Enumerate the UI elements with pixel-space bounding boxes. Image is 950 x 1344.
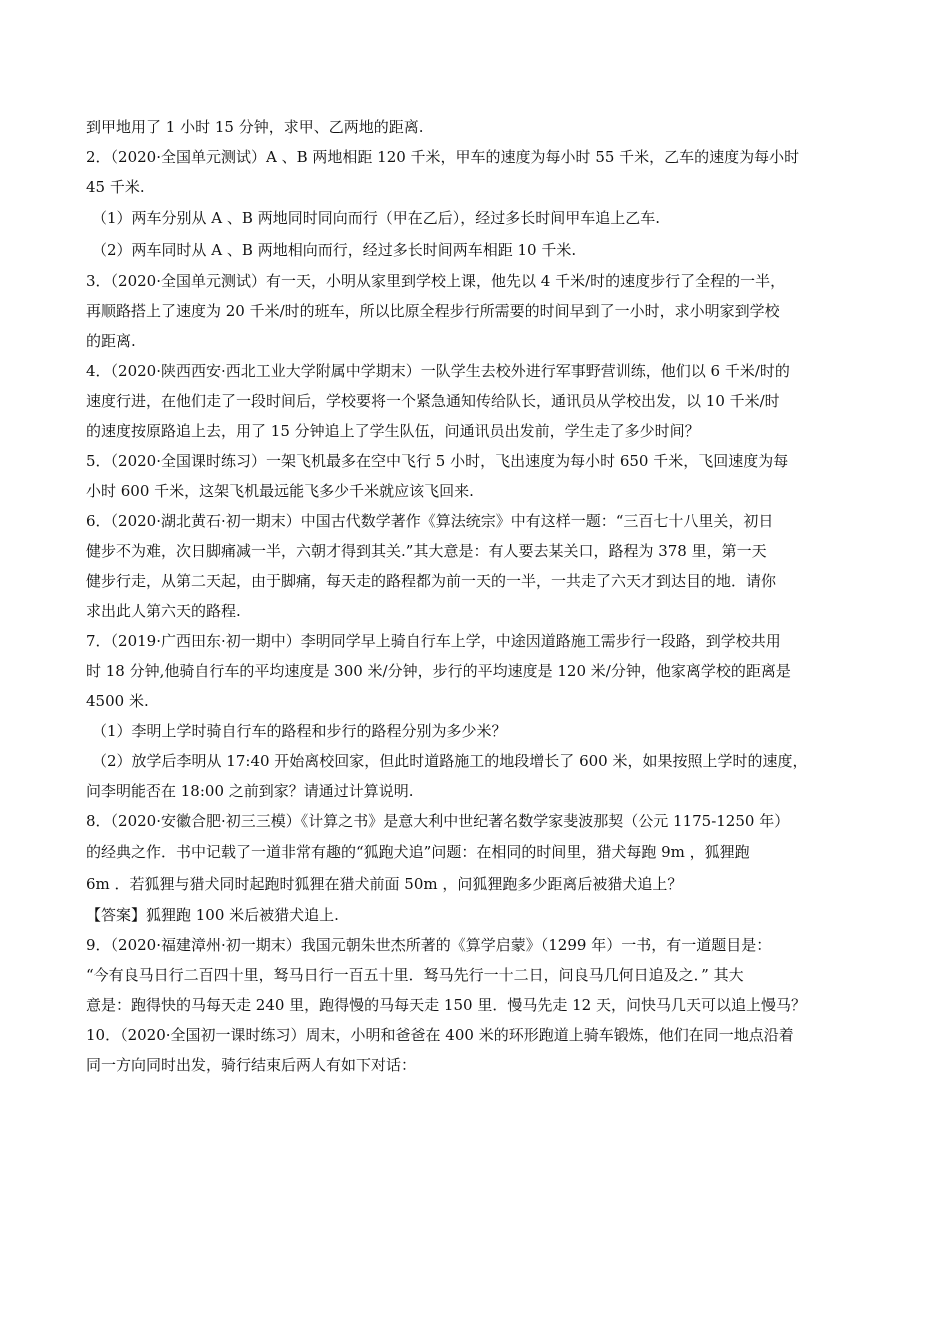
- question-7: 7．（2019·广西田东·初一期中）李明同学早上骑自行车上学，中途因道路施工需步行一段路，到学校共用: [86, 632, 781, 650]
- text-line: 小时 600 千米，这架飞机最远能飞多少千米就应该飞回来.: [86, 482, 474, 500]
- text-line: 同一方向同时出发，骑行结束后两人有如下对话：: [86, 1056, 417, 1074]
- question-10: 10．（2020·全国初一课时练习）周末，小明和爸爸在 400 米的环形跑道上骑车锻炼，他们在同一地点沿着: [86, 1026, 794, 1044]
- question-8: 8．（2020·安徽合肥·初三三模）《计算之书》是意大利中世纪著名数学家斐波那契（公元 1175-1250 年）: [86, 812, 790, 830]
- subquestion: （1）两车分别从 A 、B 两地同时同向而行（甲在乙后），经过多长时间甲车追上乙车.: [92, 209, 660, 227]
- text-line: 的距离.: [86, 332, 136, 350]
- text-line: 6m ．若狐狸与猎犬同时起跑时狐狸在猎犬前面 50m ，问狐狸跑多少距离后被猎犬追上？: [86, 875, 683, 893]
- text-line: 健步不为难，次日脚痛减一半，六朝才得到其关.”其大意是：有人要去某关口，路程为 378 里，第一天: [86, 542, 767, 560]
- text-line: 的速度按原路追上去，用了 15 分钟追上了学生队伍，问通讯员出发前，学生走了多少时间？: [86, 422, 700, 440]
- question-5: 5．（2020·全国课时练习）一架飞机最多在空中飞行 5 小时，飞出速度为每小时 650 千米，飞回速度为每: [86, 452, 789, 470]
- question-4: 4．（2020·陕西西安·西北工业大学附属中学期末）一队学生去校外进行军事野营训练，他们以 6 千米/时的: [86, 362, 790, 380]
- text-line: 健步行走，从第二天起，由于脚痛，每天走的路程都为前一天的一半，一共走了六天才到达目的地．请你: [86, 572, 777, 590]
- text-line: 的经典之作．书中记载了一道非常有趣的“狐跑犬追”问题：在相同的时间里，猎犬每跑 9m ，狐狸跑: [86, 843, 750, 861]
- subquestion: （1）李明上学时骑自行车的路程和步行的路程分别为多少米？: [92, 722, 507, 740]
- question-3: 3．（2020·全国单元测试）有一天，小明从家里到学校上课，他先以 4 千米/时的速度步行了全程的一半，: [86, 272, 786, 290]
- question-9: 9．（2020·福建漳州·初一期末）我国元朝朱世杰所著的《算学启蒙》（1299 年）一书，有一道题目是：: [86, 936, 772, 954]
- question-6: 6．（2020·湖北黄石·初一期末）中国古代数学著作《算法统宗》中有这样一题：“三百七十八里关，初日: [86, 512, 774, 530]
- text-line: 45 千米.: [86, 178, 145, 196]
- text-line: 求出此人第六天的路程.: [86, 602, 241, 620]
- question-2: 2．（2020·全国单元测试）A 、B 两地相距 120 千米，甲车的速度为每小时 55 千米，乙车的速度为每小时: [86, 148, 800, 166]
- text-line: 到甲地用了 1 小时 15 分钟，求甲、乙两地的距离.: [86, 118, 424, 136]
- text-line: 时 18 分钟,他骑自行车的平均速度是 300 米/分钟，步行的平均速度是 120 米/分钟，他家离学校的距离是: [86, 662, 791, 680]
- text-line: 速度行进，在他们走了一段时间后，学校要将一个紧急通知传给队长，通讯员从学校出发，以 10 千米/时: [86, 392, 780, 410]
- subquestion: （2）两车同时从 A 、B 两地相向而行，经过多长时间两车相距 10 千米.: [92, 241, 577, 259]
- subquestion: （2）放学后李明从 17:40 开始离校回家，但此时道路施工的地段增长了 600 米，如果按照上学时的速度，: [92, 752, 808, 770]
- text-line: “今有良马日行二百四十里，驽马日行一百五十里．驽马先行一十二日，问良马几何日追及之．” 其大: [86, 966, 744, 984]
- text-line: 意是：跑得快的马每天走 240 里，跑得慢的马每天走 150 里．慢马先走 12 天，问快马几天可以追上慢马？: [86, 996, 806, 1014]
- document-body: [86, 112, 866, 1080]
- text-line: 再顺路搭上了速度为 20 千米/时的班车，所以比原全程步行所需要的时间早到了一小时，求小明家到学校: [86, 302, 780, 320]
- text-line: 4500 米.: [86, 692, 149, 710]
- text-line: 问李明能否在 18:00 之前到家？请通过计算说明.: [86, 782, 414, 800]
- answer-line: 【答案】狐狸跑 100 米后被猎犬追上.: [86, 906, 339, 924]
